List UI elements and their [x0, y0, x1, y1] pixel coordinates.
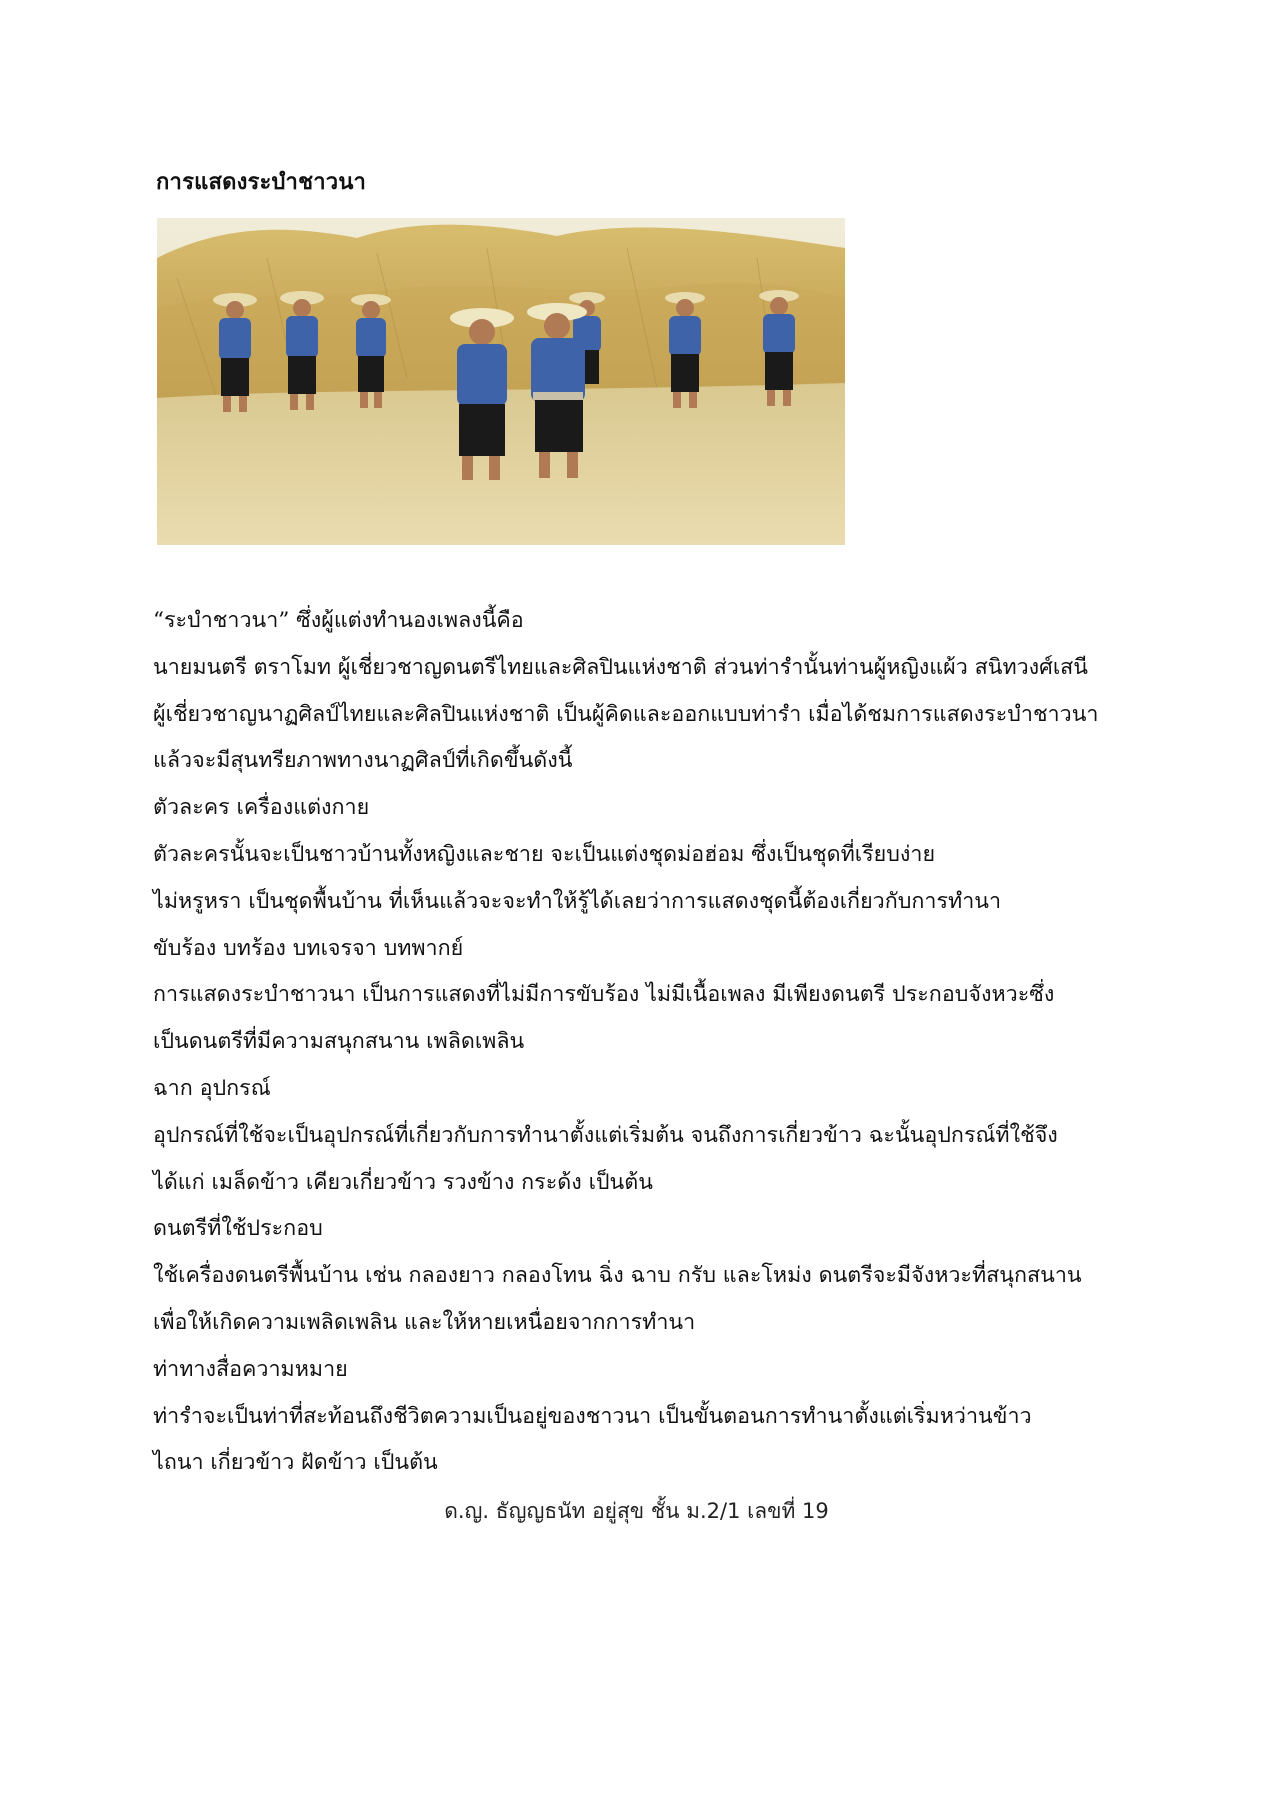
section-heading-music: ดนตรีที่ใช้ประกอบ: [153, 1216, 323, 1242]
body-line: อุปกรณ์ที่ใช้จะเป็นอุปกรณ์ที่เกี่ยวกับการทำนาตั้งแต่เริ่มต้น จนถึงการเกี่ยวข้าว ฉะนั้นอุปกรณ์ที่ใช้จึง: [153, 1122, 1058, 1148]
section-heading-gestures: ท่าทางสื่อความหมาย: [153, 1356, 348, 1382]
section-heading-singing: ขับร้อง บทร้อง บทเจรจา บทพากย์: [153, 935, 464, 961]
body-line: ไถนา เกี่ยวข้าว ฝัดข้าว เป็นต้น: [153, 1450, 438, 1476]
body-line: ท่ารำจะเป็นท่าที่สะท้อนถึงชีวิตความเป็นอยู่ของชาวนา เป็นขั้นตอนการทำนาตั้งแต่เริ่มหว่านข้าว: [153, 1403, 1032, 1429]
body-line: ใช้เครื่องดนตรีพื้นบ้าน เช่น กลองยาว กลองโทน ฉิ่ง ฉาบ กรับ และโหม่ง ดนตรีจะมีจังหวะที่สนุกสนาน: [153, 1263, 1082, 1289]
section-heading-props: ฉาก อุปกรณ์: [153, 1075, 271, 1101]
body-line: เพื่อให้เกิดความเพลิดเพลิน และให้หายเหนื่อยจากการทำนา: [153, 1309, 696, 1335]
body-line: “ระบำชาวนา” ซึ่งผู้แต่งทำนองเพลงนี้คือ: [153, 608, 524, 633]
document-body: [153, 598, 1133, 1487]
body-line: ตัวละครนั้นจะเป็นชาวบ้านทั้งหญิงและชาย จะเป็นแต่งชุดม่อฮ่อม ซึ่งเป็นชุดที่เรียบง่าย: [153, 841, 936, 867]
body-line: เป็นดนตรีที่มีความสนุกสนาน เพลิดเพลิน: [153, 1029, 525, 1055]
body-line: ได้แก่ เมล็ดข้าว เคียวเกี่ยวข้าว รวงข้าง กระด้ง เป็นต้น: [153, 1169, 653, 1195]
author-signature: ด.ญ. ธัญญธนัท อยู่สุข ชั้น ม.2/1 เลขที่ 19: [444, 1499, 829, 1523]
rice-farmer-dance-photo: [157, 218, 845, 545]
body-line: แล้วจะมีสุนทรียภาพทางนาฏศิลป์ที่เกิดขึ้นดังนี้: [153, 748, 573, 774]
body-line: ผู้เชี่ยวชาญนาฏศิลป์ไทยและศิลปินแห่งชาติ เป็นผู้คิดและออกแบบท่ารำ เมื่อได้ชมการแสดงระบำชาวนา: [153, 701, 1099, 727]
section-heading-characters: ตัวละคร เครื่องแต่งกาย: [153, 795, 370, 821]
body-line: ไม่หรูหรา เป็นชุดพื้นบ้าน ที่เห็นแล้วจะจะทำให้รู้ได้เลยว่าการแสดงชุดนี้ต้องเกี่ยวกับการทำนา: [153, 888, 1002, 914]
document-title: การแสดงระบำชาวนา: [156, 169, 367, 195]
body-line: นายมนตรี ตราโมท ผู้เชี่ยวชาญดนตรีไทยและศิลปินแห่งชาติ ส่วนท่ารำนั้นท่านผู้หญิงแผ้ว สนิทวงศ์เสนี: [153, 654, 1088, 680]
body-line: การแสดงระบำชาวนา เป็นการแสดงที่ไม่มีการขับร้อง ไม่มีเนื้อเพลง มีเพียงดนตรี ประกอบจังหวะซึ่ง: [153, 982, 1055, 1008]
